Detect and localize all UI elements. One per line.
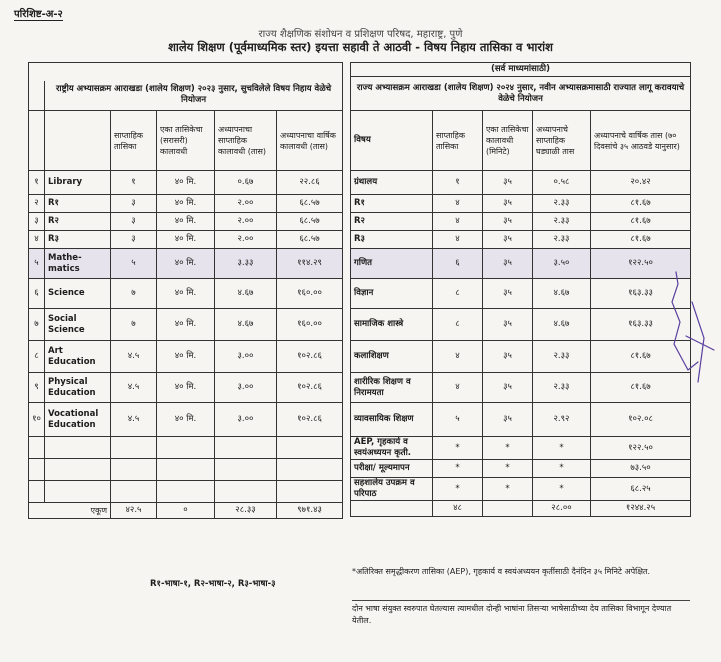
left-row-number: ९ <box>29 373 45 403</box>
left-row-number: ४ <box>29 231 45 249</box>
left-row-number: ६ <box>29 279 45 309</box>
left-table-row <box>29 373 343 403</box>
left-annual-hours: १६०.०० <box>277 309 343 341</box>
left-heading: राष्ट्रीय अभ्यासक्रम आराखडा (शालेय शिक्षण) २०२३ नुसार, सुचविलेले विषय निहाय वेळेचे नियोजन <box>45 81 343 111</box>
left-subject-name: Library <box>45 171 111 195</box>
left-row-number: ८ <box>29 341 45 373</box>
right-annual-hours: २०.४२ <box>591 171 691 195</box>
left-col-annual: अध्यापनाचा वार्षिक कालावधी (तास) <box>277 111 343 171</box>
right-subject-name: R३ <box>351 231 433 249</box>
left-table-row <box>29 341 343 373</box>
left-weekly-hours: ०.६७ <box>215 171 277 195</box>
left-table-row <box>29 195 343 213</box>
left-weekly-hours: २.०० <box>215 195 277 213</box>
left-annual-hours: ११४.२९ <box>277 249 343 279</box>
left-weekly-periods: १ <box>111 171 157 195</box>
right-col-weekly: साप्ताहिक तासिका <box>433 111 483 171</box>
right-period-duration: ३५ <box>483 213 533 231</box>
right-weekly-hours: ३.५० <box>533 249 591 279</box>
right-weekly-hours: * <box>533 437 591 460</box>
right-period-duration: ३५ <box>483 249 533 279</box>
left-weekly-periods: ७ <box>111 309 157 341</box>
right-weekly-periods: ४ <box>433 231 483 249</box>
left-table-row <box>29 279 343 309</box>
right-period-duration: ३५ <box>483 171 533 195</box>
document-title: शालेय शिक्षण (पूर्वमाध्यमिक स्तर) इयत्ता सहावी ते आठवी - विषय निहाय तासिका व भारांश <box>168 40 553 54</box>
right-subject-name: सहशालेय उपक्रम व परिपाठ <box>351 478 433 501</box>
left-subject-name: R२ <box>45 213 111 231</box>
left-annual-hours: १०२.८६ <box>277 403 343 437</box>
right-weekly-periods: ४ <box>433 373 483 403</box>
right-period-duration: ३५ <box>483 231 533 249</box>
right-annual-hours: १०२.०८ <box>591 403 691 437</box>
right-subject-name: परीक्षा/ मूल्यमापन <box>351 460 433 478</box>
left-table-row <box>29 231 343 249</box>
right-weekly-periods: * <box>433 478 483 501</box>
right-weekly-hours: * <box>533 478 591 501</box>
right-weekly-hours: ४.६७ <box>533 279 591 309</box>
right-annual-hours: १६३.३३ <box>591 279 691 309</box>
right-subject-name: शारीरिक शिक्षण व निरामयता <box>351 373 433 403</box>
left-total-label: एकूण <box>29 503 111 519</box>
right-subject-name: गणित <box>351 249 433 279</box>
appendix-tag: परिशिष्ट-अ-२ <box>14 6 63 21</box>
left-period-duration: ४० मि. <box>157 195 215 213</box>
right-weekly-hours: २.३३ <box>533 213 591 231</box>
left-annual-hours: १०२.८६ <box>277 341 343 373</box>
right-period-duration: ३५ <box>483 279 533 309</box>
right-annual-hours: ८१.६७ <box>591 341 691 373</box>
right-annual-hours: ८१.६७ <box>591 373 691 403</box>
right-subject-name: कलाशिक्षण <box>351 341 433 373</box>
right-note-aep: *अतिरिक्त समृद्धीकरण तासिका (AEP), गृहकार्य व स्वयंअध्ययन कृतींसाठी दैनंदिन ३५ मिनिटे अपेक्षित. <box>352 567 651 576</box>
right-annual-hours: १६३.३३ <box>591 309 691 341</box>
right-annual-hours: ८१.६७ <box>591 213 691 231</box>
right-period-duration: * <box>483 460 533 478</box>
left-weekly-hours: २.०० <box>215 231 277 249</box>
right-table-row <box>351 171 691 195</box>
left-subject-name: Social Science <box>45 309 111 341</box>
right-subject-name: R२ <box>351 213 433 231</box>
left-subject-name: R३ <box>45 231 111 249</box>
right-annual-hours: ८१.६७ <box>591 195 691 213</box>
left-weekly-hours: ३.०० <box>215 403 277 437</box>
right-table-row <box>351 249 691 279</box>
left-col-weekly-hours: अध्यापनाचा साप्ताहिक कालावधी (तास) <box>215 111 277 171</box>
left-col-weekly: साप्ताहिक तासिका <box>111 111 157 171</box>
right-period-duration: * <box>483 437 533 460</box>
left-col-duration: एका तासिकेचा (सरासरी) कालावधी <box>157 111 215 171</box>
right-col-duration: एका तासिकेचा कालावधी (मिनिटे) <box>483 111 533 171</box>
right-timetable <box>350 62 691 517</box>
right-table-row <box>351 341 691 373</box>
right-table-row <box>351 213 691 231</box>
right-table-row <box>351 403 691 437</box>
right-annual-hours: ७३.५० <box>591 460 691 478</box>
left-row-number: ३ <box>29 213 45 231</box>
left-annual-hours: २२.८६ <box>277 171 343 195</box>
left-row-number: ७ <box>29 309 45 341</box>
right-heading: राज्य अभ्यासक्रम आराखडा (शालेय शिक्षण) २०२४ नुसार, नवीन अभ्यासक्रमासाठी राज्यात लागू करावयाचे वेळेचे नियोजन <box>351 77 691 111</box>
left-total-duration: ० <box>157 503 215 519</box>
left-weekly-hours: ४.६७ <box>215 309 277 341</box>
left-weekly-periods: ५ <box>111 249 157 279</box>
right-weekly-hours: ४.६७ <box>533 309 591 341</box>
left-annual-hours: १०२.८६ <box>277 373 343 403</box>
left-weekly-hours: ४.६७ <box>215 279 277 309</box>
left-total-weekly-hours: २८.३३ <box>215 503 277 519</box>
left-weekly-hours: ३.०० <box>215 341 277 373</box>
right-table-row <box>351 231 691 249</box>
left-period-duration: ४० मि. <box>157 341 215 373</box>
right-period-duration: ३५ <box>483 403 533 437</box>
left-table-row <box>29 171 343 195</box>
left-weekly-periods: ४.५ <box>111 373 157 403</box>
left-annual-hours: १६०.०० <box>277 279 343 309</box>
right-subject-name: विज्ञान <box>351 279 433 309</box>
right-total-annual: १२४४.२५ <box>591 501 691 517</box>
left-weekly-hours: ३.०० <box>215 373 277 403</box>
right-table-row <box>351 309 691 341</box>
left-subject-name: Science <box>45 279 111 309</box>
right-table-row <box>351 373 691 403</box>
subtitle-all-media: (सर्व माध्यमांसाठी) <box>351 63 691 77</box>
left-total-weekly: ४२.५ <box>111 503 157 519</box>
right-table-row <box>351 195 691 213</box>
right-total-duration <box>483 501 533 517</box>
left-weekly-periods: ४.५ <box>111 341 157 373</box>
left-subject-name: Physical Education <box>45 373 111 403</box>
right-weekly-hours: २.९२ <box>533 403 591 437</box>
left-subject-name: R१ <box>45 195 111 213</box>
right-weekly-periods: * <box>433 437 483 460</box>
left-weekly-periods: ३ <box>111 231 157 249</box>
left-period-duration: ४० मि. <box>157 213 215 231</box>
left-row-number: १० <box>29 403 45 437</box>
right-table-row <box>351 460 691 478</box>
right-col-weekly-hours: अध्यापनाचे साप्ताहिक घड्याळी तास <box>533 111 591 171</box>
right-col-annual: अध्यापनाचे वार्षिक तास (७० दिवसांचे ३५ आठवडे यानुसार) <box>591 111 691 171</box>
right-period-duration: ३५ <box>483 373 533 403</box>
left-row-number: ५ <box>29 249 45 279</box>
right-period-duration: ३५ <box>483 195 533 213</box>
left-timetable <box>28 62 343 519</box>
right-table-row <box>351 279 691 309</box>
right-weekly-hours: २.३३ <box>533 373 591 403</box>
left-table-row <box>29 309 343 341</box>
right-weekly-hours: २.३३ <box>533 195 591 213</box>
left-weekly-periods: ३ <box>111 213 157 231</box>
right-weekly-periods: ४ <box>433 341 483 373</box>
left-table-row <box>29 249 343 279</box>
right-weekly-periods: ४ <box>433 213 483 231</box>
right-annual-hours: ६८.२५ <box>591 478 691 501</box>
right-weekly-periods: ६ <box>433 249 483 279</box>
right-weekly-periods: ५ <box>433 403 483 437</box>
left-period-duration: ४० मि. <box>157 249 215 279</box>
left-table-row <box>29 213 343 231</box>
left-period-duration: ४० मि. <box>157 279 215 309</box>
right-subject-name: AEP, गृहकार्य व स्वयंअध्ययन कृती. <box>351 437 433 460</box>
left-subject-name: Vocational Education <box>45 403 111 437</box>
left-annual-hours: ६८.५७ <box>277 195 343 213</box>
right-weekly-periods: ४ <box>433 195 483 213</box>
right-annual-hours: १२२.५० <box>591 249 691 279</box>
right-subject-name: व्यावसायिक शिक्षण <box>351 403 433 437</box>
left-period-duration: ४० मि. <box>157 171 215 195</box>
left-subject-name: Mathe- matics <box>45 249 111 279</box>
right-period-duration: ३५ <box>483 309 533 341</box>
left-weekly-periods: ४.५ <box>111 403 157 437</box>
right-weekly-hours: २.३३ <box>533 341 591 373</box>
right-annual-hours: १२२.५० <box>591 437 691 460</box>
left-annual-hours: ६८.५७ <box>277 213 343 231</box>
right-period-duration: ३५ <box>483 341 533 373</box>
right-weekly-hours: २.३३ <box>533 231 591 249</box>
right-col-subject: विषय <box>351 111 433 171</box>
right-note-languages: दोन भाषा संयुक्त स्वरुपात घेतल्यास त्यामधील दोन्ही भाषांना तिसऱ्या भाषेसाठीच्या देय तासिका विभागून देण्यात येतील. <box>352 600 690 627</box>
left-subject-name: Art Education <box>45 341 111 373</box>
right-weekly-periods: १ <box>433 171 483 195</box>
right-annual-hours: ८१.६७ <box>591 231 691 249</box>
right-table-row <box>351 478 691 501</box>
left-row-number: १ <box>29 171 45 195</box>
right-weekly-periods: * <box>433 460 483 478</box>
left-annual-hours: ६८.५७ <box>277 231 343 249</box>
left-weekly-hours: २.०० <box>215 213 277 231</box>
pen-mark <box>668 262 718 392</box>
right-weekly-periods: ८ <box>433 309 483 341</box>
right-total-weekly: ४८ <box>433 501 483 517</box>
right-weekly-hours: ०.५८ <box>533 171 591 195</box>
organization-line: राज्य शैक्षणिक संशोधन व प्रशिक्षण परिषद, महाराष्ट्र, पुणे <box>258 29 463 40</box>
left-weekly-periods: ७ <box>111 279 157 309</box>
left-total-annual: ९७१.४३ <box>277 503 343 519</box>
right-weekly-periods: ८ <box>433 279 483 309</box>
left-period-duration: ४० मि. <box>157 231 215 249</box>
left-weekly-hours: ३.३३ <box>215 249 277 279</box>
right-period-duration: * <box>483 478 533 501</box>
left-table-row <box>29 403 343 437</box>
left-footnote: R१-भाषा-१, R२-भाषा-२, R३-भाषा-३ <box>150 579 276 589</box>
left-weekly-periods: ३ <box>111 195 157 213</box>
right-subject-name: सामाजिक शास्त्रे <box>351 309 433 341</box>
right-subject-name: ग्रंथालय <box>351 171 433 195</box>
left-row-number: २ <box>29 195 45 213</box>
right-total-weekly-hours: २८.०० <box>533 501 591 517</box>
right-table-row <box>351 437 691 460</box>
right-subject-name: R१ <box>351 195 433 213</box>
left-period-duration: ४० मि. <box>157 373 215 403</box>
left-period-duration: ४० मि. <box>157 403 215 437</box>
left-period-duration: ४० मि. <box>157 309 215 341</box>
right-weekly-hours: * <box>533 460 591 478</box>
